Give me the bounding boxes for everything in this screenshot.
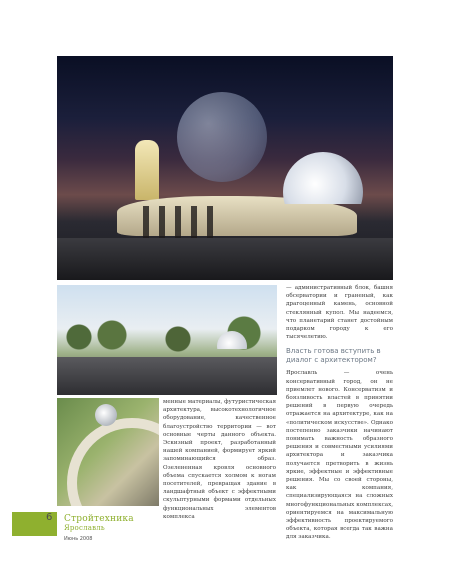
visitors — [143, 206, 223, 238]
left-paragraph: менные материалы, футуристическая архитектура, высокотехнологичное оборудование, качественное благоустройство территории — вот основные черты данного объекта. Эскизный проект, разработанный нашей компанией, формирует яркий запоминающийся образ. Озелененная кровля основного объема спускается холмом к ногам посетителей, превращая здание в ландшафтный объект с эффектными скульптурными формами отдельных функциональных элементов комплекса — [163, 399, 276, 520]
issue-date: Июнь 2008 — [64, 536, 93, 542]
moon-graphic — [177, 92, 267, 182]
magazine-brand-line-2: Ярославль — [64, 524, 105, 532]
road — [57, 357, 277, 395]
planetarium-aerial-render — [57, 398, 159, 506]
right-paragraph-1: — административный блок, башня обсерватории и граненый, как драгоценный камень, основной стеклянный купол. Мы надеемся, что планетарий станет достойным подарком городу к его тысячелетию. — [286, 285, 393, 341]
plaza — [57, 238, 393, 280]
section-heading: Власть готова вступить в диалог с архитектором? — [286, 347, 381, 365]
planetarium-day-render — [57, 285, 277, 395]
dome-aerial — [95, 404, 117, 426]
right-text-column — [286, 284, 393, 542]
planetarium-night-render — [57, 56, 393, 280]
observatory-tower — [135, 140, 159, 200]
left-text-column — [163, 398, 276, 521]
page-number: 6 — [46, 512, 53, 523]
curved-path — [67, 418, 159, 506]
magazine-brand-line-1: Стройтехника — [64, 514, 134, 524]
right-paragraph-2: Ярославль — очень консервативный город, он не приемлет нового. Консерватизм и боязливость властей в принятии решений в первую очередь отражается на архитектуре, как на «политическом искусстве». Однако постепенно заказчики начинают понимать важность образного решения и совместными усилиями архитектора и заказчика получается претворить в жизнь яркие, эффектные и эффективные решения. Мы со своей стороны, как компания, специализирующаяся на сложных многофункциональных комплексах, ориентируемся на максимальную эффективность проектируемого объекта, которая всегда так важна для заказчика. — [286, 370, 393, 541]
